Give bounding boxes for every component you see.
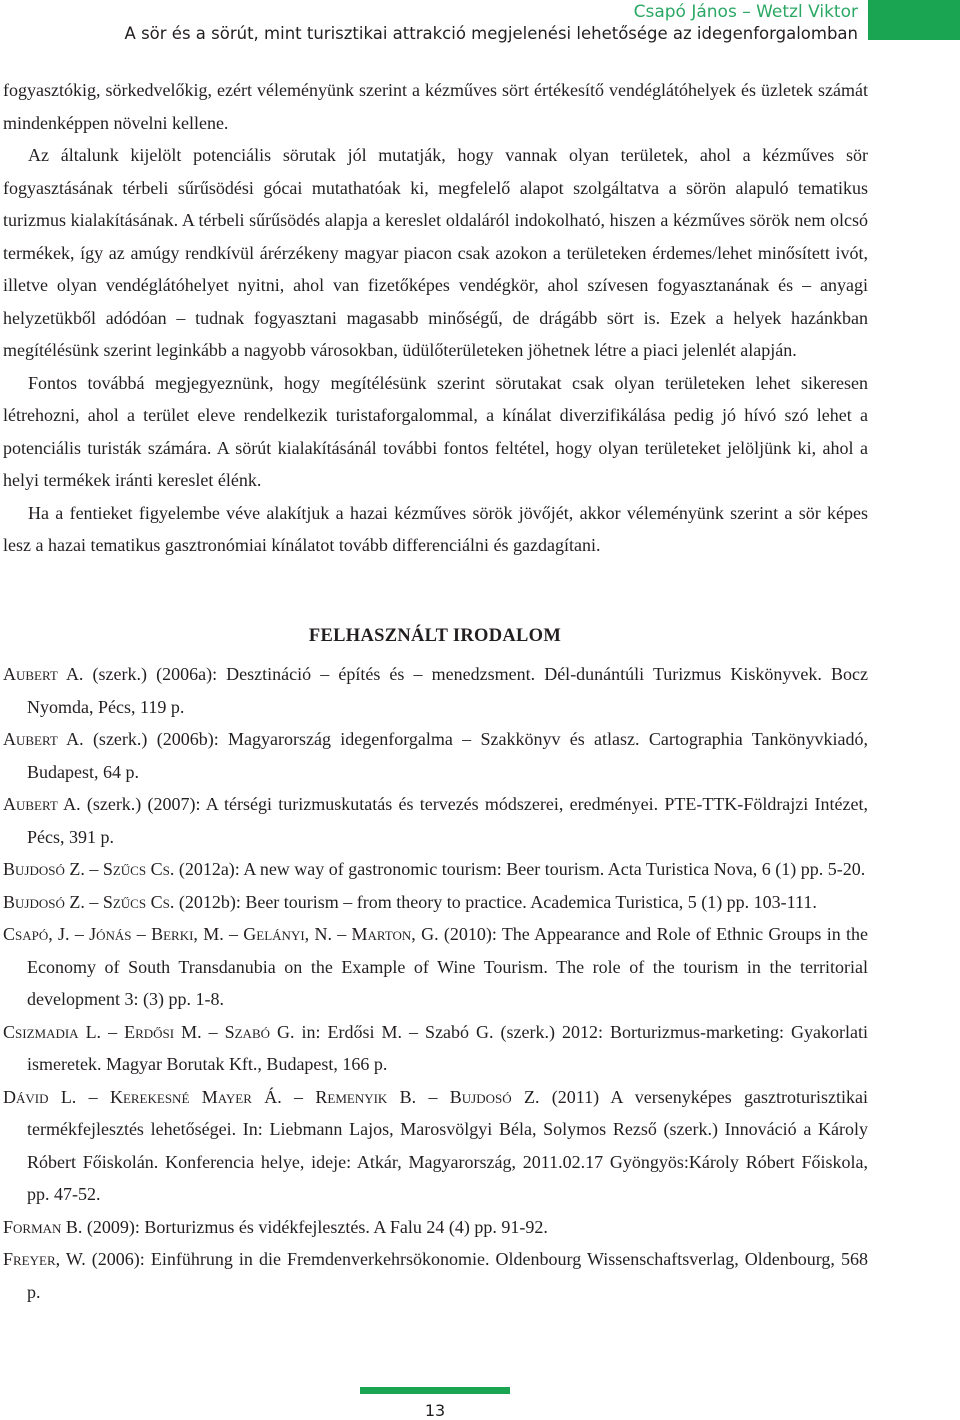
reference-item: [3, 918, 868, 1016]
reference-item: [3, 723, 868, 788]
reference-text: (szerk.) (2006b): Magyarország idegenforgalma – Szakkönyv és atlasz. Cartographia Tankönyvkiadó, Budapest, 64 p.: [27, 729, 868, 782]
paragraph: fogyasztókig, sörkedvelőkig, ezért véleményünk szerint a kézműves sört értékesítő vendéglátóhelyek és üzletek számát mindenképpen növelni kellene.: [3, 80, 868, 133]
reference-list: [3, 658, 868, 1308]
reference-text: (2012a): A new way of gastronomic tourism: Beer tourism. Acta Turistica Nova, 6 (1) pp. 5-20.: [174, 859, 866, 879]
references-heading: FELHASZNÁLT IRODALOM: [308, 626, 562, 646]
reference-item: [3, 1211, 868, 1244]
reference-text: (2012b): Beer tourism – from theory to practice. Academica Turistica, 5 (1) pp. 103-111.: [174, 891, 817, 912]
page-header: [0, 0, 960, 50]
body-text: [3, 74, 868, 562]
reference-authors: Aubert A.: [3, 729, 84, 749]
reference-text: (szerk.) (2006a): Desztináció – építés és – menedzsment. Dél-dunántúli Turizmus Kiskönyvek. Bocz Nyomda, Pécs, 119 p.: [27, 664, 868, 717]
reference-authors: Aubert A.: [3, 664, 84, 684]
reference-authors: Bujdosó Z. – Szűcs Cs.: [3, 891, 175, 912]
paragraph: Ha a fentieket figyelembe véve alakítjuk a hazai kézműves sörök jövőjét, akkor véleményünk szerint a sör képes lesz a hazai tematikus gasztronómiai kínálatot tovább differenciálni és gazdagítani.: [3, 502, 868, 555]
reference-item: [3, 1243, 868, 1308]
reference-authors: Freyer, W.: [3, 1249, 86, 1269]
reference-authors: Bujdosó Z. – Szűcs Cs.: [3, 859, 175, 879]
header-accent-block: [868, 0, 960, 40]
reference-item: [3, 658, 868, 723]
header-authors: Csapó János – Wetzl Viktor: [633, 2, 858, 22]
reference-authors: Csizmadia L. – Erdősi M. – Szabó G.: [3, 1021, 295, 1042]
reference-item: [3, 788, 868, 853]
reference-text: (2006): Einführung in die Fremdenverkehrsökonomie. Oldenbourg Wissenschaftsverlag, Oldenbourg, 568 p.: [27, 1249, 868, 1302]
paragraph: Az általunk kijelölt potenciális sörutak jól mutatják, hogy vannak olyan területek, ahol a kézműves sör fogyasztásának térbeli sűrűsödési gócai mutathatóak ki, megfelelő alapot szolgáltatva a sörön alapuló tematikus turizmus kialakításának. A térbeli sűrűsödés alapja a kereslet oldaláról indokolható, hiszen a kézműves sörök nem olcsó termékek, így az amúgy rendkívül árérzékeny magyar piacon csak azokon a területeken érdemes/lehet minősített ivót, illetve olyan vendéglátóhelyet nyitni, ahol van fizetőképes vendégkör, ahol szívesen fogyasztanának és – anyagi helyzetükből adódóan – tudnak fogyasztani magasabb minőségű, de drágább sört is. Ezek a helyek hazánkban megítélésünk szerint leginkább a nagyobb városokban, üdülőterületeken jöhetnek létre a piaci jelenlét alapján.: [3, 145, 868, 360]
paragraph: Fontos továbbá megjegyeznünk, hogy megítélésünk szerint sörutakat csak olyan területeken lehet sikeresen létrehozni, ahol a terület eleve rendelkezik turistaforgalommal, a kínálat diverzifikálása pedig jó hívó szó lehet a potenciális turisták számára. A sörút kialakításánál további fontos feltétel, hogy olyan területeket jelöljünk ki, ahol a helyi termékek iránti kereslet élénk.: [3, 372, 868, 490]
reference-text: (2010): The Appearance and Role of Ethnic Groups in the Economy of South Transdanubia on the Example of Wine Tourism. The role of the tourism in the territorial development 3: (3) pp. 1-8.: [27, 924, 868, 1009]
footer-accent-bar: [360, 1387, 510, 1394]
reference-authors: Aubert A.: [3, 794, 81, 814]
reference-item: [3, 1081, 868, 1211]
reference-item: [3, 886, 868, 919]
reference-authors: Dávid L. – Kerekesné Mayer Á. – Remenyik B. – Bujdosó Z.: [3, 1086, 540, 1107]
reference-text: (szerk.) (2007): A térségi turizmuskutatás és tervezés módszerei, eredményei. PTE-TTK-Földrajzi Intézet, Pécs, 391 p.: [27, 794, 868, 847]
reference-authors: Csapó, J. – Jónás – Berki, M. – Gelányi, N. – Marton, G.: [3, 924, 439, 944]
reference-item: [3, 853, 868, 886]
header-title: A sör és a sörút, mint turisztikai attrakció megjelenési lehetősége az idegenforgalomban: [124, 24, 858, 43]
reference-text: in: Erdősi M. – Szabó G. (szerk.) 2012: Borturizmus-marketing: Gyakorlati ismeretek. Magyar Borutak Kft., Budapest, 166 p.: [27, 1021, 868, 1074]
page-number: 13: [424, 1401, 446, 1420]
reference-authors: Forman B.: [3, 1216, 83, 1237]
reference-text: (2009): Borturizmus és vidékfejlesztés. A Falu 24 (4) pp. 91-92.: [82, 1216, 548, 1237]
reference-text: (2011) A versenyképes gasztroturisztikai termékfejlesztés lehetőségei. In: Liebmann Lajos, Marosvölgyi Béla, Solymos Rezső (szerk.) Innováció a Károly Róbert Főiskolán. Konferencia helye, ideje: Atkár, Magyarország, 2011.02.17 Gyöngyös:Károly Róbert Főiskola, pp. 47-52.: [27, 1086, 868, 1204]
reference-item: [3, 1016, 868, 1081]
